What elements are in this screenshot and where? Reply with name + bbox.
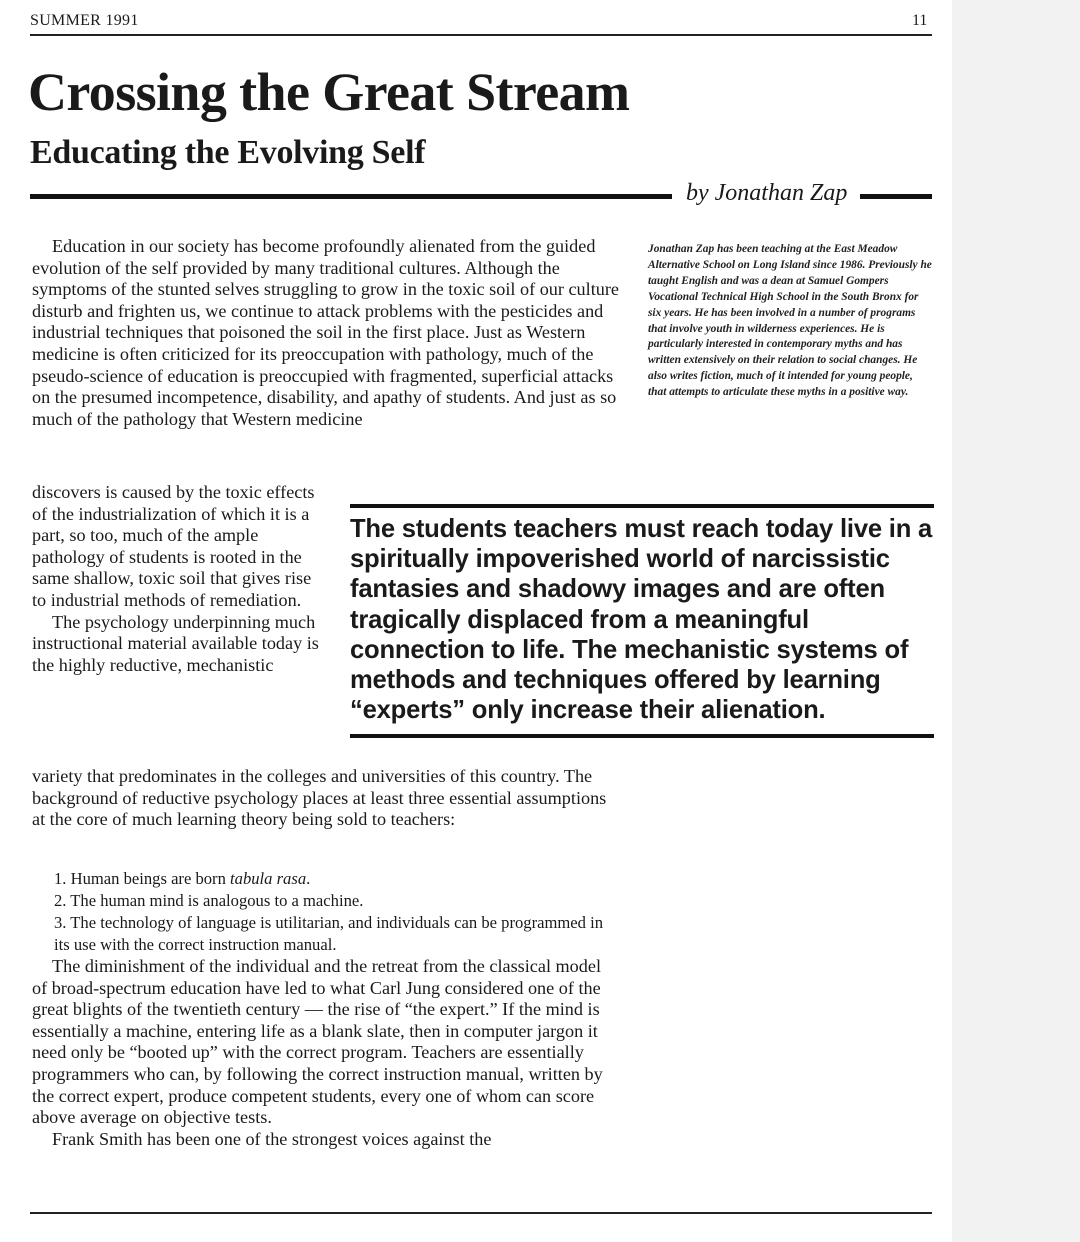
- scan-margin: [952, 0, 1080, 1242]
- list-item: [54, 912, 620, 956]
- list-item: [54, 890, 620, 912]
- list-item-suffix: .: [306, 869, 311, 888]
- author-bio: Jonathan Zap has been teaching at the East Meadow Alternative School on Long Island since 1986. Previously he taught English and was a dean at Samuel Gompers Vocational Technical High School in the South Bronx for six years. He has been involved in a number of programs that involve youth in wilderness experiences. He is particularly interested in contemporary myths and has written extensively on their relation to social changes. He also writes fiction, much of it intended for young people, that attempts to articulate these myths in a positive way.: [648, 243, 932, 399]
- body-paragraph-2-continued: variety that predominates in the colleges and universities of this country. The background of reductive psychology places at least three essential assumptions at the core of much learning theory being sold to teachers:: [32, 766, 607, 830]
- list-item-emphasis: tabula rasa: [230, 869, 307, 888]
- article-subtitle: Educating the Evolving Self: [30, 134, 426, 171]
- byline-rule-left: [30, 194, 672, 199]
- body-paragraph-2: The psychology underpinning much instructional material available today is the highly reductive, mechanistic: [32, 611, 319, 675]
- pull-quote: The students teachers must reach today live in a spiritually impoverished world of narcissistic fantasies and shadowy images and are often tragically displaced from a meaningful connection to life. The mechanistic systems of methods and techniques offered by learning “experts” only increase their alienation.: [350, 515, 933, 725]
- assumptions-list: [54, 868, 620, 956]
- body-paragraph-1: Education in our society has become profoundly alienated from the guided evolution of the self provided by many traditional cultures. Although the symptoms of the stunted selves struggling to grow in the toxic soil of our culture disturb and frighten us, we continue to attack problems with the pesticides and industrial techniques that poisoned the soil in the first place. Just as Western medicine is often criticized for its preoccupation with pathology, much of the pseudo-science of education is preoccupied with fragmented, superficial attacks on the presumed incompetence, disability, and apathy of students. And just as so much of the pathology that Western medicine: [32, 236, 619, 429]
- list-item-text: 3. The technology of language is utilitarian, and individuals can be programmed in its use with the correct instruction manual.: [54, 913, 603, 954]
- body-intro: [32, 236, 620, 430]
- list-item-text: 1. Human beings are born: [54, 869, 231, 888]
- article-title: Crossing the Great Stream: [28, 62, 630, 122]
- page-number: 11: [912, 12, 928, 29]
- header-rule: [30, 34, 932, 36]
- pull-quote-rule-bottom: [350, 734, 934, 738]
- byline: by Jonathan Zap: [686, 180, 848, 206]
- list-item: [54, 868, 620, 890]
- issue-date: SUMMER 1991: [30, 12, 139, 29]
- pull-quote-rule-top: [350, 504, 934, 508]
- body-paragraph-1-continued: discovers is caused by the toxic effects of the industrialization of which it is a part, so too, much of the ample pathology of students is rooted in the same shallow, toxic soil that gives rise to industrial methods of remediation.: [32, 482, 315, 610]
- body-paragraph-4: Frank Smith has been one of the strongest voices against the: [52, 1128, 492, 1149]
- body-middle: [32, 766, 620, 831]
- byline-rule-right: [860, 194, 932, 199]
- list-item-text: 2. The human mind is analogous to a machine.: [54, 891, 364, 910]
- footer-rule: [30, 1212, 932, 1214]
- body-paragraph-3: The diminishment of the individual and the retreat from the classical model of broad-spectrum education have led to what Carl Jung considered one of the great blights of the twentieth century — the rise of “the expert.” If the mind is essentially a machine, entering life as a blank slate, then in computer jargon it need only be “booted up” with the correct program. Teachers are essentially programmers who can, by following the correct instruction manual, written by the correct expert, produce competent students, every one of whom can score above average on objective tests.: [32, 956, 603, 1128]
- body-lower: [32, 956, 620, 1150]
- body-narrow-column: [32, 482, 322, 676]
